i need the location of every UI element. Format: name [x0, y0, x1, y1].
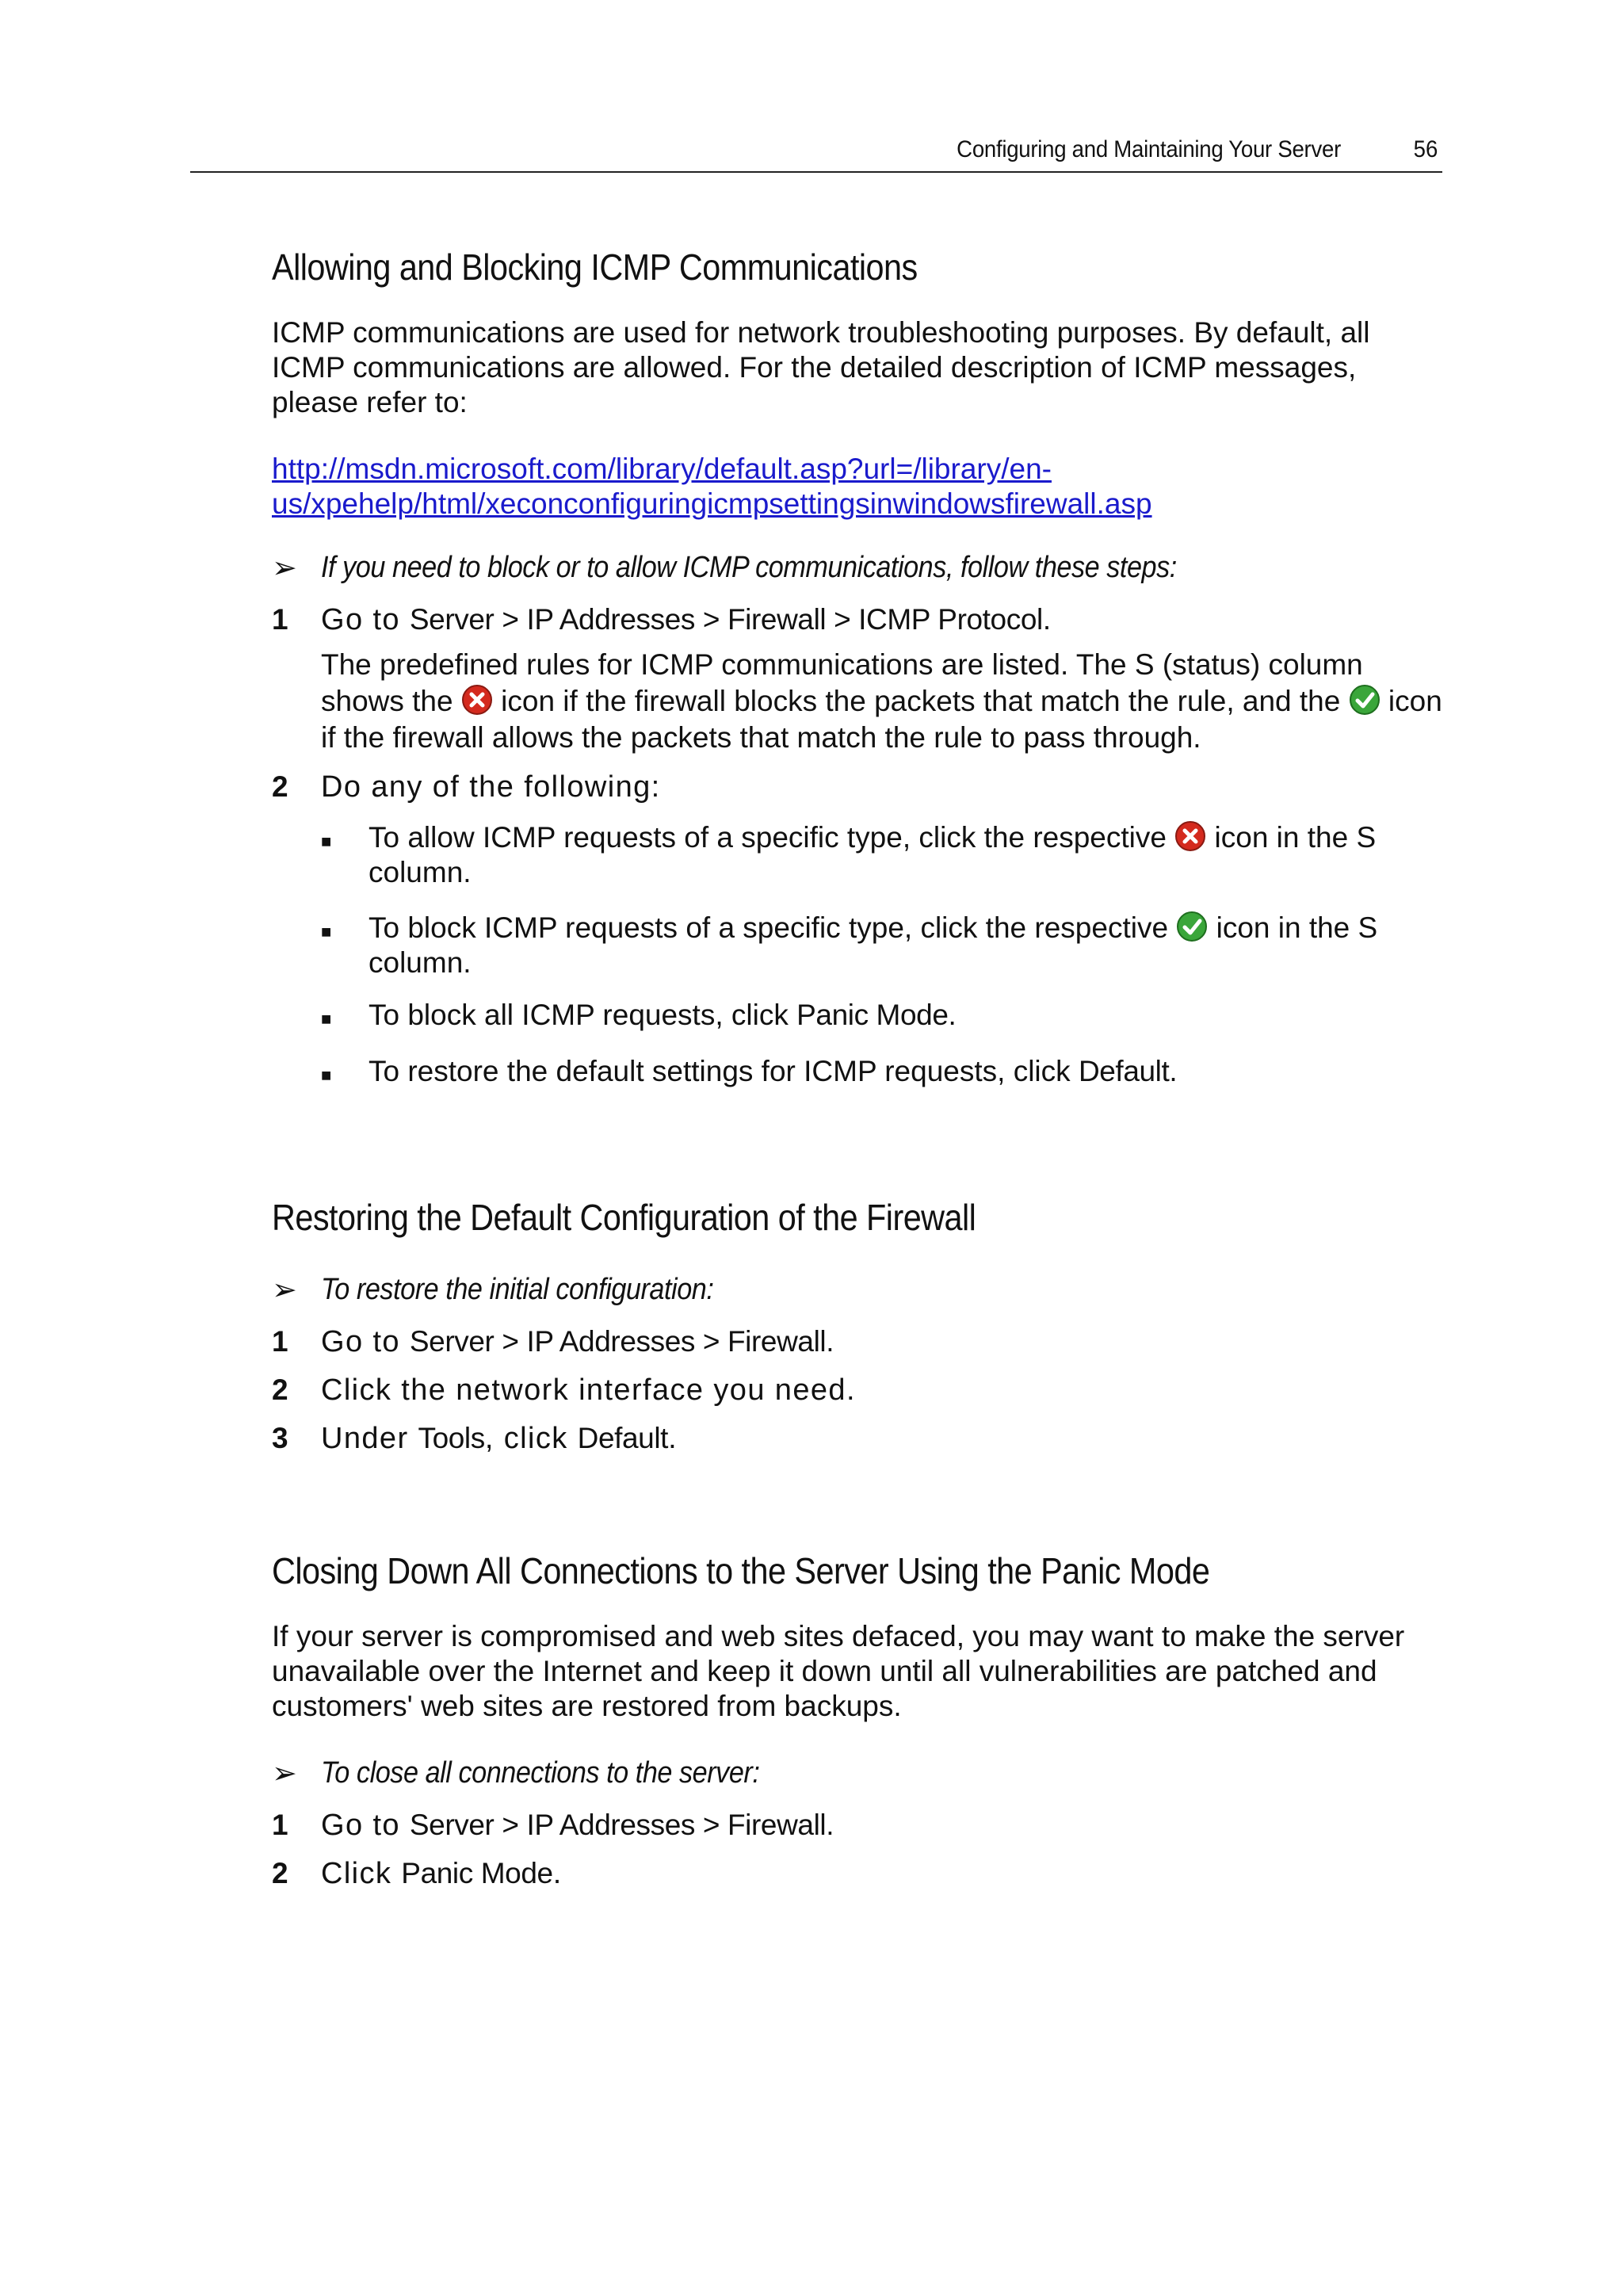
procedure-heading-panic	[272, 1755, 1445, 1791]
step-3-restore	[272, 1422, 1445, 1456]
arrow-icon: ➢	[272, 552, 297, 585]
bullet-text-part: To block all ICMP requests, click	[369, 999, 797, 1031]
desc-part-b: icon if the firewall blocks the packets that match the rule, and the	[492, 685, 1349, 717]
step-text	[321, 1809, 834, 1843]
step-text-prefix: Click	[321, 1857, 402, 1890]
red-x-circle-icon	[461, 684, 493, 716]
bullet-list	[321, 820, 1445, 1093]
ui-label-panic-mode: Panic Mode	[401, 1857, 553, 1889]
step-text-prefix: Go to	[321, 603, 410, 636]
step-text	[321, 1422, 678, 1456]
bullet-text-part: icon in the S column.	[369, 821, 1377, 888]
page-content	[272, 246, 1445, 1891]
step-text-prefix: Go to	[321, 1325, 410, 1358]
step-text-prefix: Go to	[321, 1809, 410, 1842]
icmp-intro: ICMP communications are used for network troubleshooting purposes. By default, all ICMP communications are allowed. For the detailed description of ICMP messages, please refer to:	[272, 316, 1370, 418]
section-title-panic-mode: Closing Down All Connections to the Server Using the Panic Mode	[272, 1550, 1210, 1591]
procedure-text: If you need to block or to allow ICMP communications, follow these steps:	[321, 551, 1177, 584]
step-number: 1	[272, 1325, 288, 1358]
step-number: 1	[272, 603, 288, 636]
msdn-link-line2[interactable]: us/xpehelp/html/xeconconfiguringicmpsettingsinwindowsfirewall.asp	[272, 487, 1152, 520]
green-check-circle-icon	[1176, 911, 1208, 942]
step-number: 1	[272, 1809, 288, 1841]
ui-label-panic-mode: Panic Mode	[796, 999, 949, 1031]
bullet-marker: ■	[321, 1009, 332, 1029]
step-number: 2	[272, 1857, 288, 1889]
arrow-icon: ➢	[272, 1757, 297, 1790]
step-text-mid: , click	[484, 1422, 578, 1455]
green-check-circle-icon	[1349, 684, 1381, 716]
step-2-restore	[272, 1373, 1445, 1408]
bullet-marker: ■	[321, 922, 332, 942]
list-item	[321, 1054, 1445, 1093]
bullet-text	[369, 820, 1430, 890]
step-text	[321, 603, 1051, 637]
step-text-prefix: Under	[321, 1422, 418, 1455]
arrow-icon: ➢	[272, 1274, 297, 1307]
step-number: 2	[272, 770, 288, 803]
ui-label-default: Default	[1078, 1055, 1170, 1087]
ui-path: Server > IP Addresses > Firewall.	[409, 1809, 834, 1841]
step-2-icmp	[272, 770, 1445, 804]
ui-label-tools: Tools	[418, 1422, 485, 1454]
list-item	[321, 998, 1445, 1037]
step-text	[321, 1857, 563, 1891]
ui-path: Server > IP Addresses > Firewall > ICMP Protocol.	[409, 603, 1051, 636]
bullet-marker: ■	[321, 1065, 332, 1085]
bullet-text	[369, 1054, 1430, 1089]
bullet-text-part: To restore the default settings for ICMP requests, click	[369, 1055, 1079, 1087]
procedure-text: To close all connections to the server:	[321, 1756, 760, 1790]
bullet-text	[369, 998, 1430, 1033]
section-title-restore-default: Restoring the Default Configuration of the Firewall	[272, 1197, 976, 1238]
procedure-text: To restore the initial configuration:	[321, 1273, 714, 1306]
list-item	[321, 820, 1445, 890]
bullet-text-part: .	[948, 999, 957, 1031]
section-title-icmp: Allowing and Blocking ICMP Communications	[272, 246, 918, 288]
running-header	[190, 135, 1442, 173]
bullet-marker: ■	[321, 831, 332, 851]
step-number: 2	[272, 1373, 288, 1406]
step-1-panic	[272, 1809, 1445, 1843]
step-text-end: .	[552, 1857, 563, 1890]
procedure-heading-icmp	[272, 550, 1445, 586]
step-text: Do any of the following:	[321, 770, 661, 804]
desc-part-a: The predefined rules for ICMP communications are listed. The S (status) column shows the	[321, 648, 1363, 717]
step-text	[321, 1325, 834, 1359]
page-number: 56	[1413, 136, 1438, 162]
bullet-text-part: .	[1169, 1055, 1178, 1087]
step-1-restore	[272, 1325, 1445, 1359]
step-number: 3	[272, 1422, 288, 1454]
step-1-description	[321, 647, 1445, 756]
ui-label-default: Default	[577, 1422, 669, 1454]
running-title: Configuring and Maintaining Your Server	[957, 136, 1341, 162]
bullet-text-part: To block ICMP requests of a specific type, click the respective	[369, 911, 1177, 944]
step-text-end: .	[668, 1422, 678, 1455]
panic-intro: If your server is compromised and web sites defaced, you may want to make the server unavailable over the Internet and keep it down until all vulnerabilities are patched and customers' web sites are restored from backups.	[272, 1620, 1405, 1722]
bullet-text	[369, 911, 1430, 980]
step-1-icmp	[272, 603, 1445, 637]
procedure-heading-restore	[272, 1272, 1445, 1308]
bullet-text-part: icon in the S column.	[369, 911, 1378, 979]
step-2-panic	[272, 1857, 1445, 1891]
bullet-text-part: To allow ICMP requests of a specific type, click the respective	[369, 821, 1175, 854]
list-item	[321, 911, 1445, 980]
red-x-circle-icon	[1174, 820, 1206, 852]
ui-path: Server > IP Addresses > Firewall.	[409, 1325, 834, 1358]
desc-part-c: icon if the firewall allows the packets that match the rule to pass through.	[321, 685, 1442, 754]
msdn-link-line1[interactable]: http://msdn.microsoft.com/library/default.asp?url=/library/en-	[272, 453, 1052, 485]
step-text: Click the network interface you need.	[321, 1373, 856, 1407]
msdn-link-block	[272, 452, 1445, 521]
